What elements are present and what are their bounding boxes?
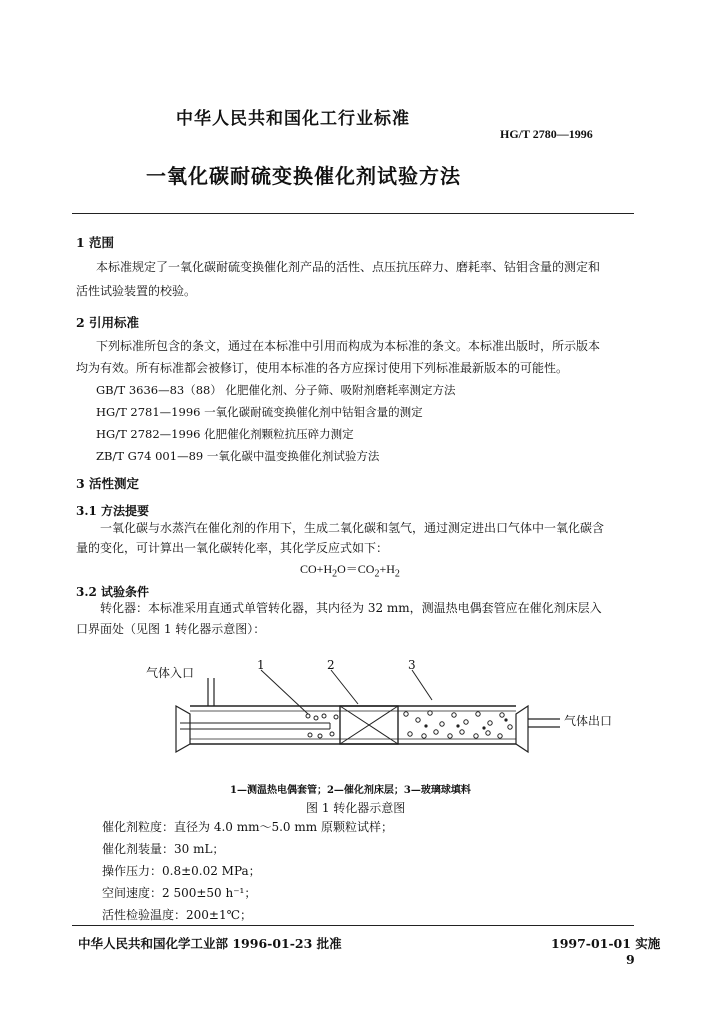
section-3-1-line2: 量的变化，可计算出一氧化碳转化率，其化学反应式如下：: [76, 541, 389, 555]
reaction-equation: $CO+H_2O=CO_2+H_2$: [300, 562, 400, 580]
standard-category: 中华人民共和国化工行业标准: [176, 109, 410, 129]
document-title: 一氧化碳耐硫变换催化剂试验方法: [146, 164, 461, 188]
section-2-para-line2: 均为有效。所有标准都会被修订，使用本标准的各方应探讨使用下列标准最新版本的可能性。: [76, 361, 569, 375]
gas-outlet-label: 气体出口: [564, 714, 613, 728]
gas-inlet-label: 气体入口: [146, 666, 195, 680]
right-flange: [516, 706, 528, 752]
leader-line-3: [412, 670, 432, 700]
condition-item: 催化剂粒度：直径为 4.0 mm～5.0 mm 原颗粒试样；: [102, 820, 393, 834]
leader-line-2: [331, 670, 358, 704]
section-2-heading: 2 引用标准: [76, 315, 140, 330]
reference-item: ZB/T G74 001—89 一氧化碳中温变换催化剂试验方法: [96, 449, 380, 463]
reference-item: HG/T 2782—1996 化肥催化剂颗粒抗压碎力测定: [96, 427, 354, 441]
section-1-heading: 1 范围: [76, 235, 115, 250]
condition-item: 空间速度：2 500±50 h⁻¹；: [102, 886, 257, 900]
section-1-para-line1: 本标准规定了一氧化碳耐硫变换催化剂产品的活性、点压抗压碎力、磨耗率、钴钼含量的测定和: [96, 260, 601, 274]
callout-3: 3: [408, 658, 416, 672]
page-number: 9: [626, 952, 635, 967]
leader-line-1: [261, 670, 308, 714]
condition-item: 操作压力：0.8±0.02 MPa；: [102, 864, 261, 878]
effective-date: 1997-01-01 实施: [551, 936, 661, 951]
section-3-2-line2: 口界面处（见图 1 转化器示意图）：: [76, 622, 266, 636]
approval-notice: 中华人民共和国化学工业部 1996-01-23 批准: [78, 936, 342, 951]
section-3-2-line1: 转化器：本标准采用直通式单管转化器，其内径为 32 mm，测温热电偶套管应在催化剂床层入: [100, 601, 602, 615]
reference-item: GB/T 3636—83（88） 化肥催化剂、分子筛、吸附剂磨耗率测定方法: [96, 383, 456, 397]
section-1-para-line2: 活性试验装置的校验。: [76, 284, 197, 298]
callout-1: 1: [257, 658, 265, 672]
glass-bead-packing: [404, 711, 512, 738]
figure-caption: 图 1 转化器示意图: [306, 801, 406, 815]
footer-rule: [72, 925, 634, 926]
reference-item: HG/T 2781—1996 一氧化碳耐硫变换催化剂中钴钼含量的测定: [96, 405, 423, 419]
section-3-heading: 3 活性测定: [76, 476, 140, 491]
section-3-1-heading: 3.1 方法提要: [76, 504, 150, 518]
header-rule: [72, 213, 634, 214]
standard-code: HG/T 2780—1996: [500, 127, 593, 141]
catalyst-pellets-left: [306, 714, 338, 738]
section-3-1-line1: 一氧化碳与水蒸汽在催化剂的作用下，生成二氧化碳和氢气，通过测定进出口气体中一氧化碳含: [100, 521, 605, 535]
condition-item: 活性检验温度：200±1℃；: [102, 908, 253, 922]
section-2-para-line1: 下列标准所包含的条文，通过在本标准中引用而构成为本标准的条文。本标准出版时，所示版本: [96, 339, 601, 353]
figure-legend: 1—测温热电偶套管；2—催化剂床层；3—玻璃球填料: [230, 785, 471, 796]
condition-item: 催化剂装量：30 mL；: [102, 842, 225, 856]
callout-2: 2: [327, 658, 335, 672]
section-3-2-heading: 3.2 试验条件: [76, 585, 150, 599]
